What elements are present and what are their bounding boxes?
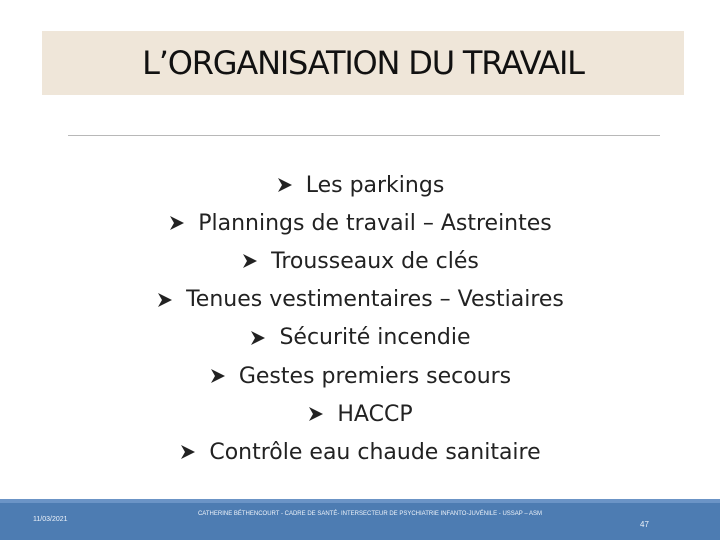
bullet-text: Sécurité incendie <box>279 325 471 351</box>
list-item <box>30 319 690 357</box>
bullet-text: Trousseaux de clés <box>271 248 479 274</box>
list-item <box>30 242 690 280</box>
slide-title: L’ORGANISATION DU TRAVAIL <box>142 44 584 82</box>
footer-bar <box>0 499 720 540</box>
page-number: 47 <box>640 520 649 529</box>
footer-date: 11/03/2021 <box>33 516 68 523</box>
list-item <box>30 395 690 433</box>
arrow-bullet-icon <box>179 443 197 461</box>
bullet-text: HACCP <box>337 401 413 427</box>
list-item <box>30 433 690 471</box>
arrow-bullet-icon <box>249 329 267 347</box>
footer-accent-line <box>0 499 720 503</box>
bullet-text: Plannings de travail – Astreintes <box>198 210 552 236</box>
footer-author: CATHERINE BÉTHENCOURT - CADRE DE SANTÉ- INTERSECTEUR DE PSYCHIATRIE INFANTO-JUVÉNILE - USSAP – ASM <box>197 511 543 517</box>
arrow-bullet-icon <box>156 291 174 309</box>
arrow-bullet-icon <box>209 367 227 385</box>
bullet-list <box>30 166 690 472</box>
title-band <box>42 31 684 95</box>
arrow-bullet-icon <box>168 214 186 232</box>
list-item <box>30 357 690 395</box>
arrow-bullet-icon <box>307 405 325 423</box>
list-item <box>30 166 690 204</box>
list-item <box>30 281 690 319</box>
arrow-bullet-icon <box>241 252 259 270</box>
list-item <box>30 204 690 242</box>
bullet-text: Gestes premiers secours <box>238 363 512 389</box>
arrow-bullet-icon <box>276 176 294 194</box>
bullet-text: Contrôle eau chaude sanitaire <box>209 439 541 465</box>
title-divider <box>68 135 660 136</box>
bullet-text: Les parkings <box>305 172 445 198</box>
bullet-text: Tenues vestimentaires – Vestiaires <box>186 287 564 313</box>
